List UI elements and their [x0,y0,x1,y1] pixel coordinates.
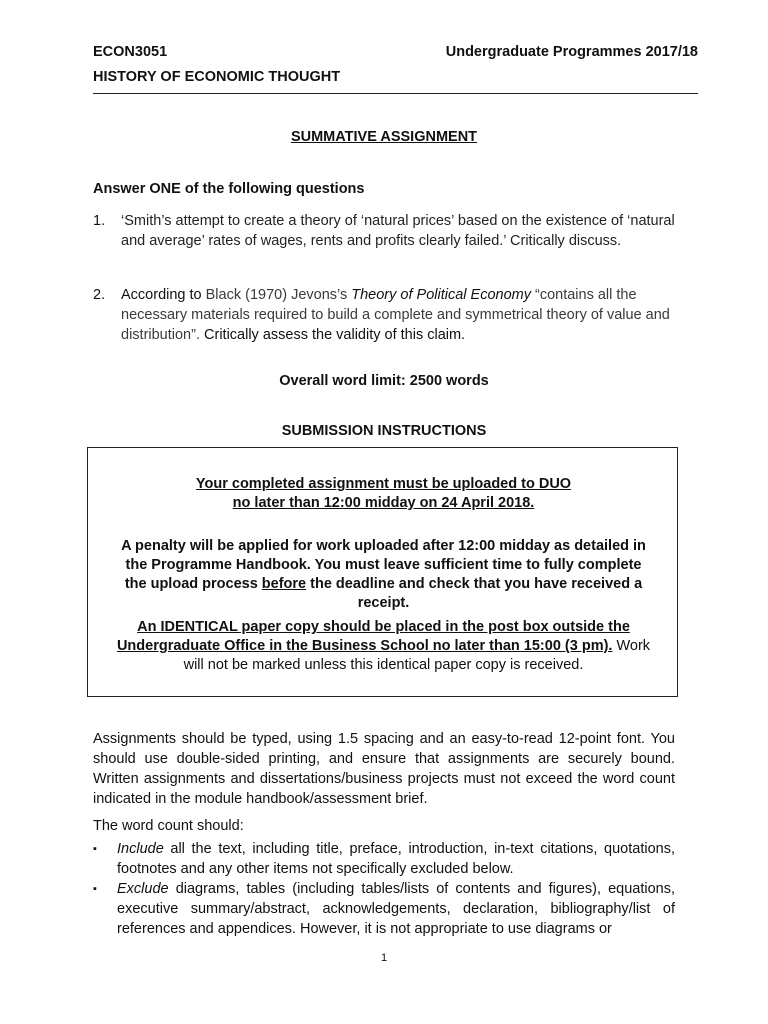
submission-box [87,447,678,697]
bullet-include [117,839,675,879]
word-count-intro: The word count should: [93,818,244,834]
bullet-text: diagrams, tables (including tables/lists of contents and figures), equations, executive summary/abstract, acknowledgements, declaration, bibliography/list of references and appendices. However, it is not appropriate to use diagrams or [117,881,675,937]
question-2 [93,285,683,347]
deadline-line-1: Your completed assignment must be uploaded to DUO [195,476,572,492]
penalty-line-4: receipt. [357,595,410,611]
penalty-line-2: the Programme Handbook. You must leave sufficient time to fully complete [125,557,642,573]
question-number: 2. [93,287,106,303]
bullet-exclude [117,879,675,939]
penalty-before-word: before [261,576,307,592]
word-limit: Overall word limit: 2500 words [279,373,489,389]
paper-copy-line-3: will not be marked unless this identical paper copy is received. [183,657,584,673]
question-number: 1. [93,213,106,229]
module-code: ECON3051 [93,44,168,60]
bullet-lead: Include [117,841,164,857]
question-instruction: Answer ONE of the following questions [93,181,365,197]
paper-copy-line-1: An IDENTICAL paper copy should be placed in the post box outside the [137,619,630,635]
bullet-icon: ▪ [93,883,97,895]
paper-copy-line-2 [88,637,679,656]
penalty-line-3-end: the deadline and check that you have received a [306,576,643,592]
paper-copy-deadline: Undergraduate Office in the Business School no later than 15:00 (3 pm). [116,638,613,654]
bullet-icon: ▪ [93,843,97,855]
question-prefix: According to [121,287,206,303]
question-quote: “contains all the necessary materials required to build a complete and symmetrical theory of value and distribution”. [121,287,670,343]
book-title: Theory of Political Economy [351,287,531,303]
submission-heading: SUBMISSION INSTRUCTIONS [281,423,487,439]
bullet-lead: Exclude [117,881,169,897]
penalty-line-3 [88,575,679,594]
module-title: HISTORY OF ECONOMIC THOUGHT [93,69,341,85]
page-title: SUMMATIVE ASSIGNMENT [290,129,478,145]
penalty-line-1: A penalty will be applied for work uploaded after 12:00 midday as detailed in [121,538,646,554]
question-text [121,285,681,345]
question-text: ‘Smith’s attempt to create a theory of ‘natural prices’ based on the existence of ‘natural and average’ rates of wages, rents and profits clearly failed.’ Critically discuss. [121,213,675,249]
deadline-line-2: no later than 12:00 midday on 24 April 2018. [232,495,535,511]
page-number: 1 [380,952,388,964]
formatting-paragraph: Assignments should be typed, using 1.5 spacing and an easy-to-read 12-point font. You should use double-sided printing, and ensure that assignments are securely bound. Written assignments and dissertations/business projects must not exceed the word count indicated in the module handbook/assessment brief. [93,731,675,807]
paper-copy-tail: Work [612,638,651,654]
penalty-line-3-start: the upload process [124,576,262,592]
bullet-text: all the text, including title, preface, introduction, in-text citations, quotations, footnotes and any other items not specifically excluded below. [117,841,675,877]
header-rule [93,93,698,94]
question-1 [93,211,683,273]
question-suffix: Critically assess the validity of this claim. [199,327,466,343]
question-citation: Black (1970) Jevons’s [205,287,352,303]
programme-year: Undergraduate Programmes 2017/18 [445,44,698,60]
